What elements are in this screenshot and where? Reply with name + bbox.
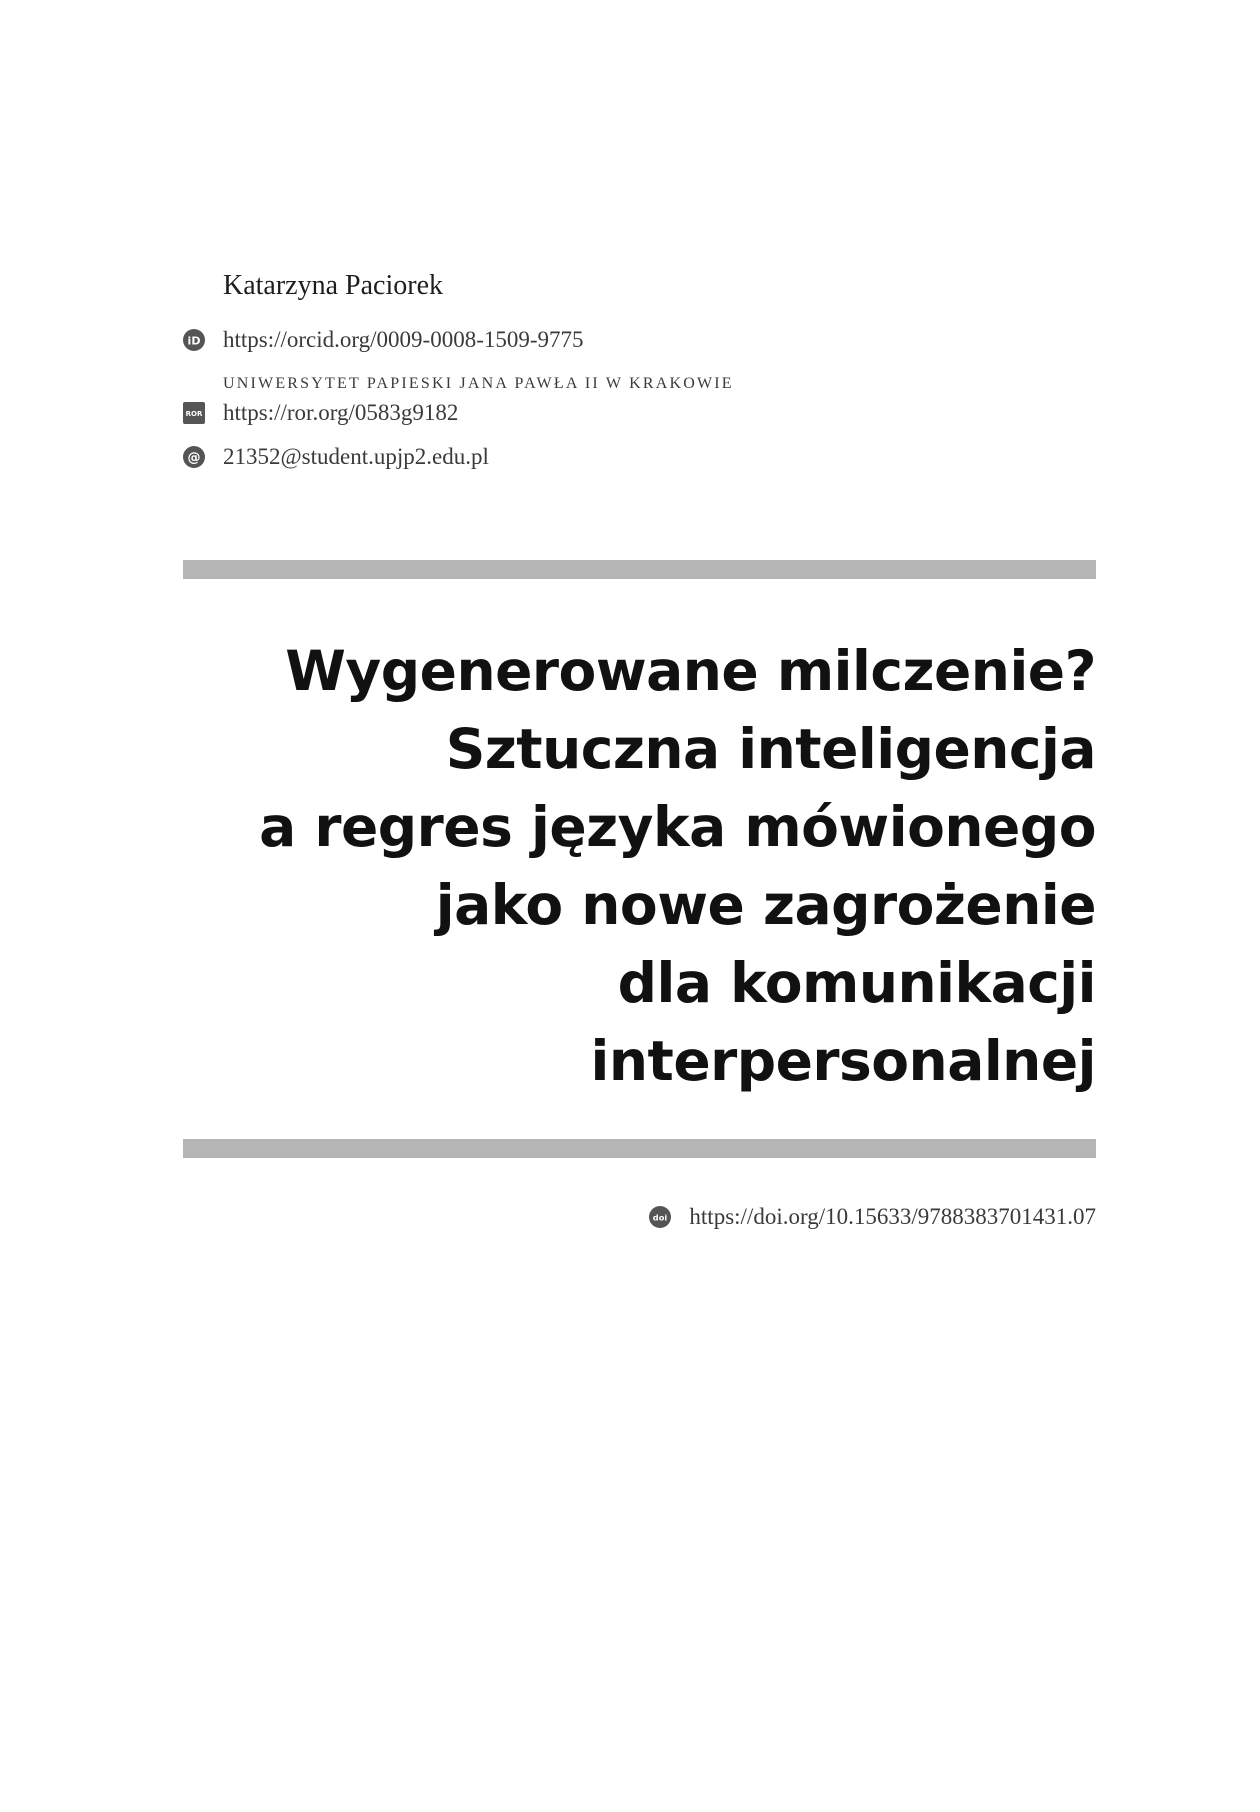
svg-text:ROR: ROR (185, 410, 203, 418)
ror-link[interactable]: https://ror.org/0583g9182 (223, 400, 459, 425)
title-line: interpersonalnej (590, 1029, 1096, 1093)
svg-text:iD: iD (187, 334, 201, 348)
ror-icon (183, 402, 205, 424)
svg-text:doi: doi (653, 1212, 668, 1223)
ror-row[interactable] (183, 398, 458, 428)
orcid-link[interactable]: https://orcid.org/0009-0008-1509-9775 (223, 327, 584, 352)
title-line: dla komunikacji (617, 951, 1096, 1015)
email-link[interactable]: 21352@student.upjp2.edu.pl (223, 444, 489, 469)
at-icon (183, 446, 205, 468)
doi-link[interactable]: https://doi.org/10.15633/9788383701431.07 (689, 1204, 1096, 1229)
title-line: Wygenerowane milczenie? (285, 639, 1096, 703)
svg-text:@: @ (187, 450, 201, 466)
title-line: a regres języka mówionego (259, 795, 1096, 859)
orcid-icon (183, 329, 205, 351)
email-row[interactable] (183, 442, 489, 472)
author-name: Katarzyna Paciorek (223, 270, 443, 301)
title-line: Sztuczna inteligencja (445, 717, 1096, 781)
title-line: jako nowe zagrożenie (435, 873, 1096, 937)
bottom-divider (183, 1139, 1096, 1158)
article-title (183, 632, 1096, 1100)
doi-icon (649, 1206, 671, 1228)
orcid-row[interactable] (183, 325, 584, 355)
top-divider (183, 560, 1096, 579)
affiliation: UNIWERSYTET PAPIESKI JANA PAWŁA II W KRAKOWIE (223, 375, 734, 392)
doi-row[interactable] (649, 1204, 1096, 1230)
